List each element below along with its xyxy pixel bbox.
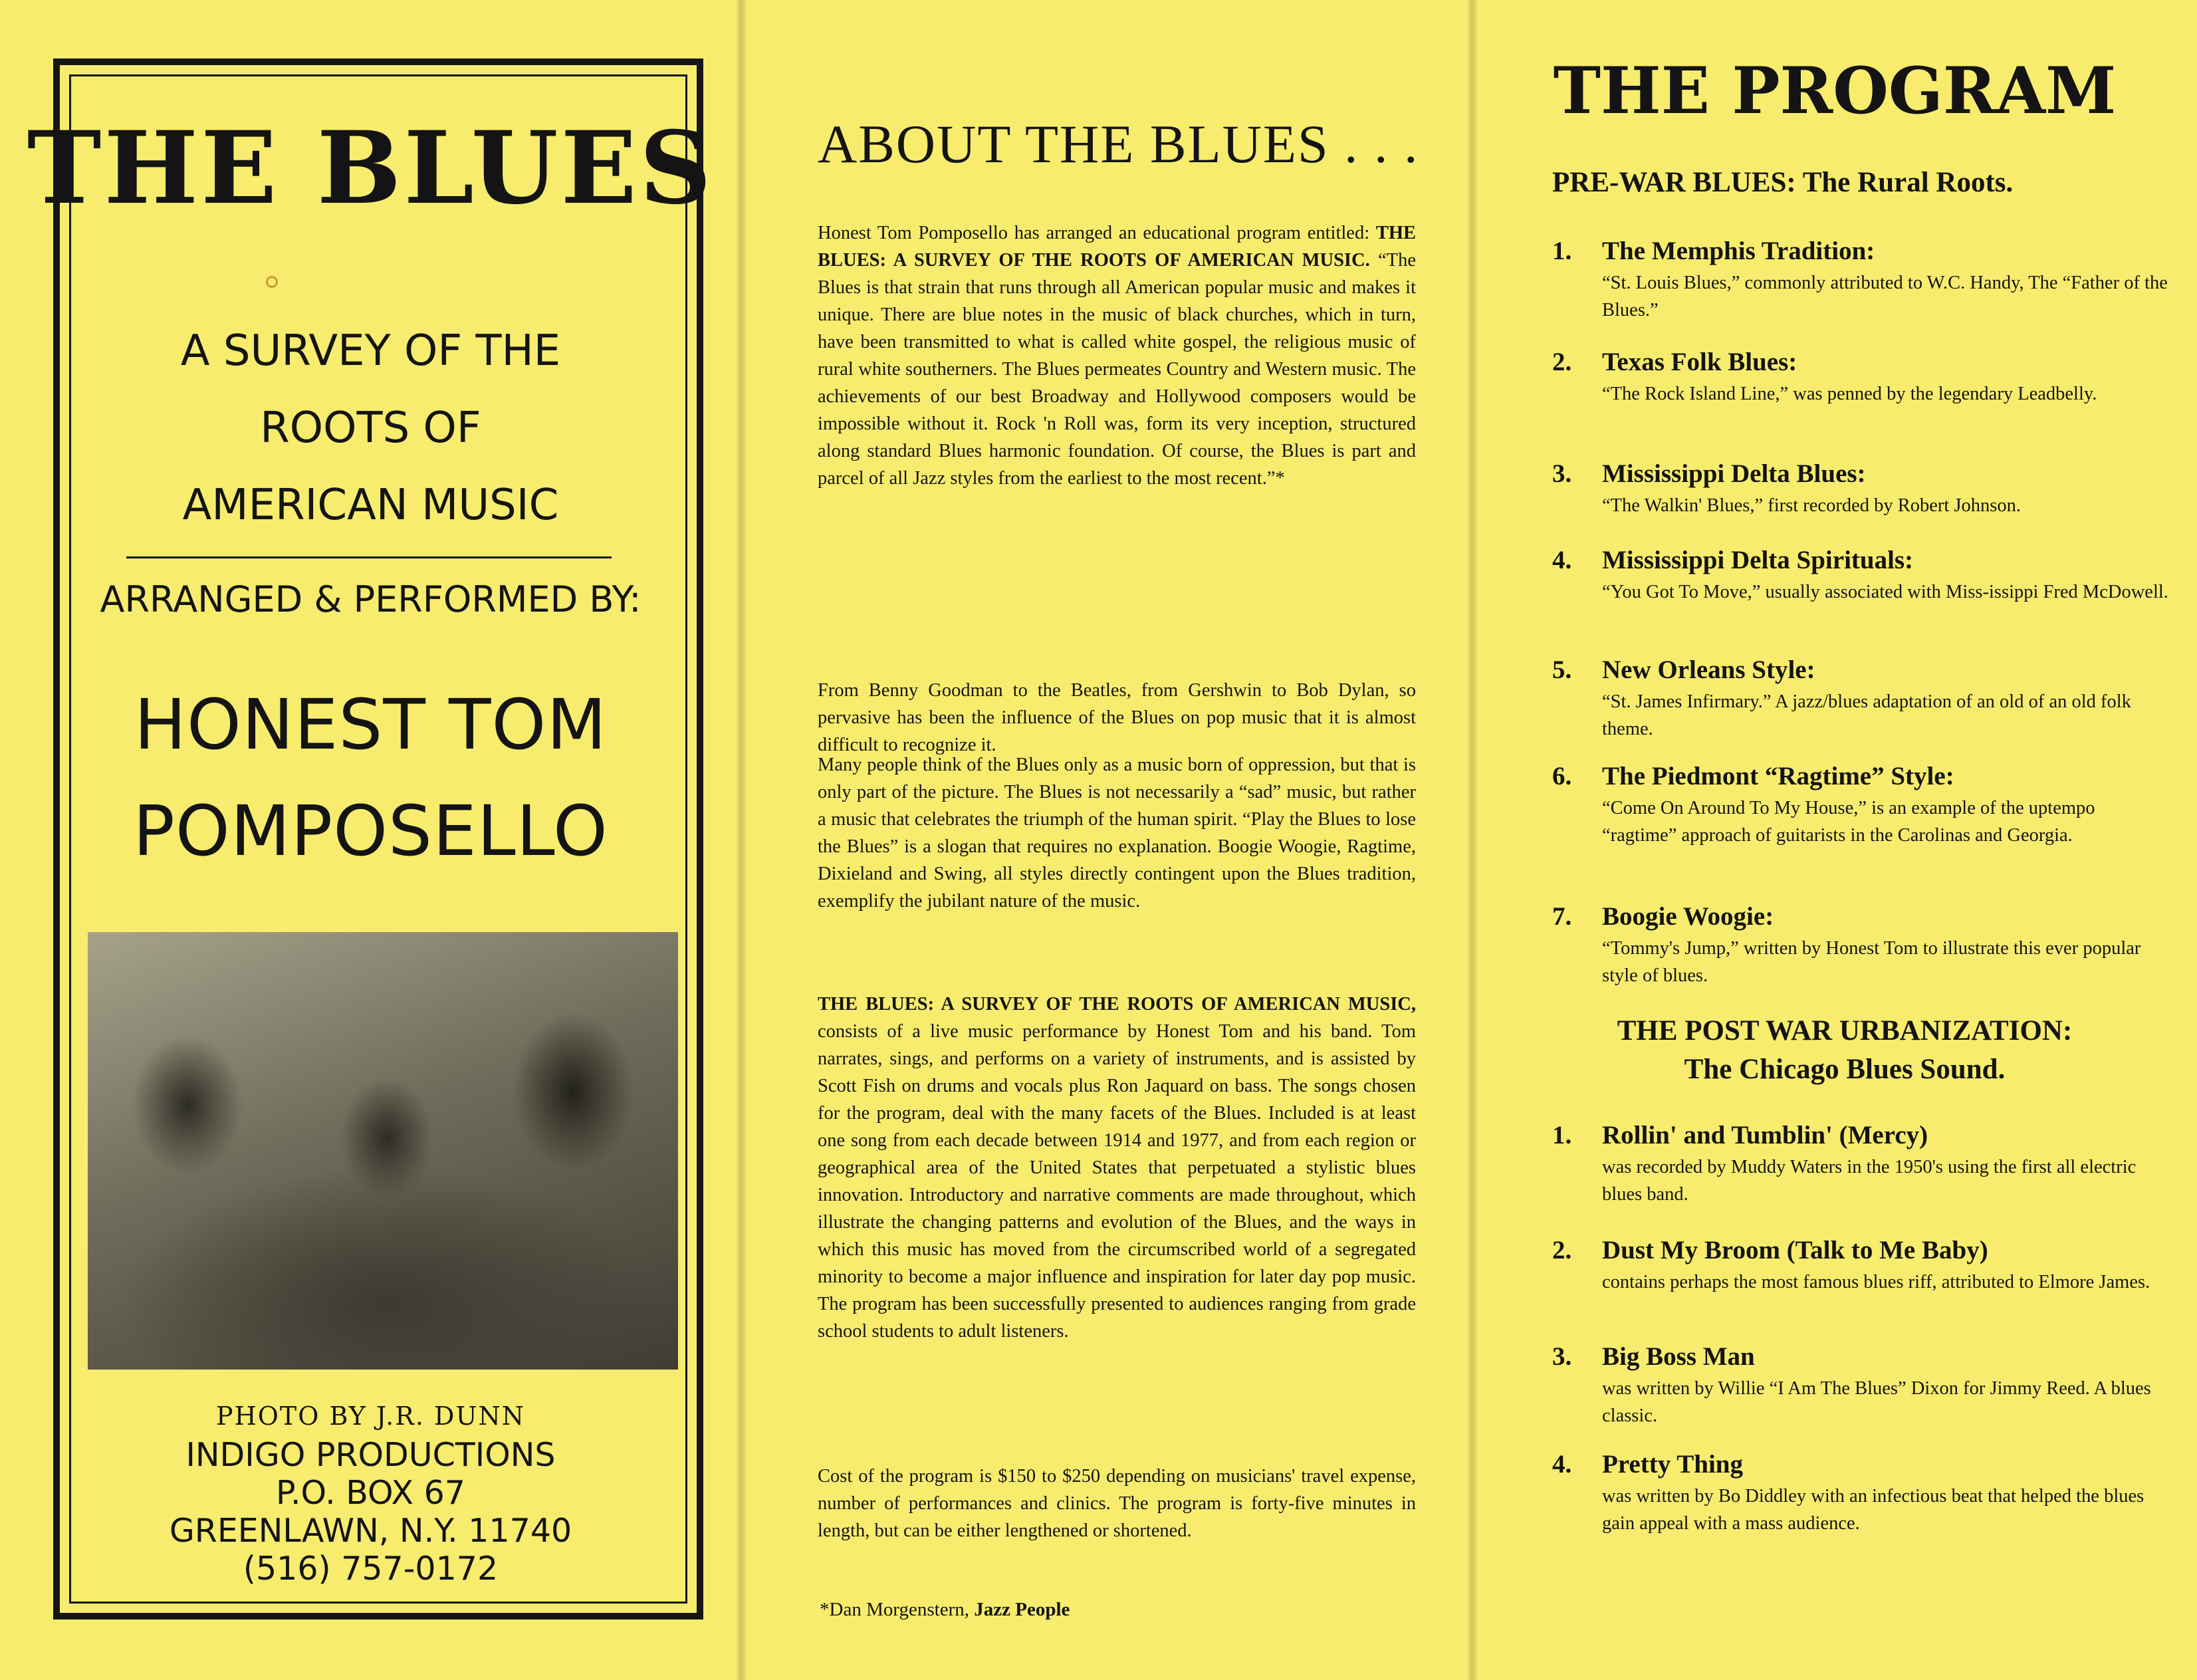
text-run: consists of a live music performance by Honest Tom and his band. Tom narrates, sings, and performs on a variety of instruments, and is assisted by Scott Fish on drums and vocals plus Ron Jaquard on bass. The songs chosen for the program, deal with the many facets of the Blues. Included is at least one song from each decade between 1914 and 1977, and from each region or geographical area of the United States that perpetuated a stylistic blues innovation. Introductory and narrative comments are made throughout, which illustrate the changing patterns and evolution of the Blues, and the ways in which this music has moved from the circumscribed world of a segregated minority to become a major influence and inspiration for later day pop music. The program has been successfully presented to audiences ranging from grade school students to adult listeners. xyxy=(818,1021,1416,1342)
section-heading-postwar xyxy=(1546,1012,2144,1089)
item-title: Mississippi Delta Blues: xyxy=(1602,459,1866,488)
item-number: 5. xyxy=(1552,656,1572,684)
program-name-bold: THE BLUES: A SURVEY OF THE ROOTS OF AMERICAN MUSIC, xyxy=(818,994,1416,1015)
item-number: 3. xyxy=(1552,459,1572,488)
footnote xyxy=(820,1599,1070,1621)
about-paragraph-2: From Benny Goodman to the Beatles, from Gershwin to Bob Dylan, so pervasive has been the influence of the Blues on pop music that it is almost difficult to recognize it. xyxy=(818,680,1416,755)
item-description: “St. Louis Blues,” commonly attributed to W.C. Handy, The “Father of the Blues.” xyxy=(1602,273,2168,320)
item-description: was recorded by Muddy Waters in the 1950's using the first all electric blues band. xyxy=(1602,1157,2137,1205)
item-number: 4. xyxy=(1552,546,1572,574)
band-photo xyxy=(88,932,678,1370)
about-panel xyxy=(741,0,1472,1680)
item-description: was written by Bo Diddley with an infectious beat that helped the blues gain appeal with a mass audience. xyxy=(1602,1486,2144,1534)
item-title: Dust My Broom (Talk to Me Baby) xyxy=(1602,1236,1988,1264)
item-number: 7. xyxy=(1552,902,1572,931)
contact-block xyxy=(0,1436,741,1588)
item-description: was written by Willie “I Am The Blues” Dixon for Jimmy Reed. A blues classic. xyxy=(1602,1378,2151,1426)
item-number: 1. xyxy=(1552,1121,1572,1149)
cover-title: THE BLUES xyxy=(27,110,715,227)
item-title: Big Boss Man xyxy=(1602,1342,1755,1371)
cover-subtitle xyxy=(0,312,741,544)
contact-line: INDIGO PRODUCTIONS xyxy=(185,1436,556,1474)
photo-credit: PHOTO BY J.R. DUNN xyxy=(216,1401,525,1431)
item-title: The Memphis Tradition: xyxy=(1602,237,1875,265)
arranged-by-label: ARRANGED & PERFORMED BY: xyxy=(100,578,641,620)
footnote-source: Jazz People xyxy=(974,1599,1070,1620)
item-number: 6. xyxy=(1552,762,1572,790)
subtitle-line: AMERICAN MUSIC xyxy=(182,481,559,530)
cover-panel xyxy=(0,0,741,1680)
subtitle-line: A SURVEY OF THE xyxy=(180,326,561,376)
about-paragraph-5: Cost of the program is $150 to $250 depending on musicians' travel expense, number of performances and clinics. The program is forty-five minutes in length, but can be either lengthened or shortened. xyxy=(818,1466,1416,1541)
item-number: 2. xyxy=(1552,348,1572,376)
about-paragraph-4 xyxy=(818,991,1416,1345)
performer-line: HONEST TOM xyxy=(134,684,608,765)
item-number: 3. xyxy=(1552,1342,1572,1371)
subtitle-line: ROOTS OF xyxy=(260,404,481,453)
section-heading-line: The Chicago Blues Sound. xyxy=(1684,1054,2006,1085)
item-description: “The Rock Island Line,” was penned by the legendary Leadbelly. xyxy=(1602,384,2097,404)
contact-line: GREENLAWN, N.Y. 11740 xyxy=(169,1512,572,1550)
text-run: *Dan Morgenstern, xyxy=(820,1599,975,1620)
item-title: Pretty Thing xyxy=(1602,1450,1743,1479)
program-name-bold: THE BLUES: A SURVEY OF THE ROOTS OF AMERICAN MUSIC. xyxy=(818,223,1416,271)
performer-line: POMPOSELLO xyxy=(133,790,608,872)
item-description: “Tommy's Jump,” written by Honest Tom to illustrate this ever popular style of blues. xyxy=(1602,938,2141,986)
item-title: Boogie Woogie: xyxy=(1602,902,1774,931)
item-title: Rollin' and Tumblin' (Mercy) xyxy=(1602,1121,1928,1149)
item-description: contains perhaps the most famous blues riff, attributed to Elmore James. xyxy=(1602,1272,2150,1292)
item-title: The Piedmont “Ragtime” Style: xyxy=(1602,762,1954,790)
cover-divider xyxy=(126,556,612,558)
contact-line: (516) 757-0172 xyxy=(243,1550,499,1588)
item-number: 4. xyxy=(1552,1450,1572,1479)
item-title: New Orleans Style: xyxy=(1602,656,1815,684)
section-heading-prewar: PRE-WAR BLUES: The Rural Roots. xyxy=(1552,167,2014,198)
stain-mark xyxy=(266,276,278,288)
item-number: 2. xyxy=(1552,1236,1572,1264)
item-description: “The Walkin' Blues,” first recorded by Robert Johnson. xyxy=(1602,495,2021,516)
item-title: Mississippi Delta Spirituals: xyxy=(1602,546,1914,574)
item-description: “Come On Around To My House,” is an example of the uptempo “ragtime” approach of guitarists in the Carolinas and Georgia. xyxy=(1602,798,2095,846)
about-paragraph-3: Many people think of the Blues only as a music born of oppression, but that is only part of the picture. The Blues is not necessarily a “sad” music, but rather a music that celebrates the triumph of the human spirit. “Play the Blues to lose the Blues” is a slogan that requires no explanation. Boogie Woogie, Ragtime, Dixieland and Swing, all styles directly contingent upon the Blues tradition, exemplify the jubilant nature of the music. xyxy=(818,755,1416,911)
item-number: 1. xyxy=(1552,237,1572,265)
contact-line: P.O. BOX 67 xyxy=(276,1474,465,1512)
item-description: “St. James Infirmary.” A jazz/blues adaptation of an old of an old folk theme. xyxy=(1602,691,2131,739)
text-run: Honest Tom Pomposello has arranged an educational program entitled: xyxy=(818,223,1376,243)
section-heading-line: THE POST WAR URBANIZATION: xyxy=(1617,1015,2073,1046)
performer-name xyxy=(0,671,741,884)
text-run: “The Blues is that strain that runs through all American popular music and makes it unique. There are blue notes in the music of black churches, which in turn, have been transmitted to what is called white gospel, the religious music of rural white southerners. The Blues permeates Country and Western music. The achievements of our best Broadway and Hollywood composers would be impossible without it. Rock 'n Roll was, form its very inception, structured along standard Blues harmonic foundation. Of course, the Blues is part and parcel of all Jazz styles from the earliest to the most recent.”* xyxy=(818,250,1416,489)
about-title: ABOUT THE BLUES . . . xyxy=(818,114,1419,174)
item-description: “You Got To Move,” usually associated with Miss-issippi Fred McDowell. xyxy=(1602,582,2168,602)
program-title: THE PROGRAM xyxy=(1553,53,2117,128)
program-panel xyxy=(1472,0,2197,1680)
item-title: Texas Folk Blues: xyxy=(1602,348,1797,376)
about-paragraph-1 xyxy=(818,219,1416,492)
